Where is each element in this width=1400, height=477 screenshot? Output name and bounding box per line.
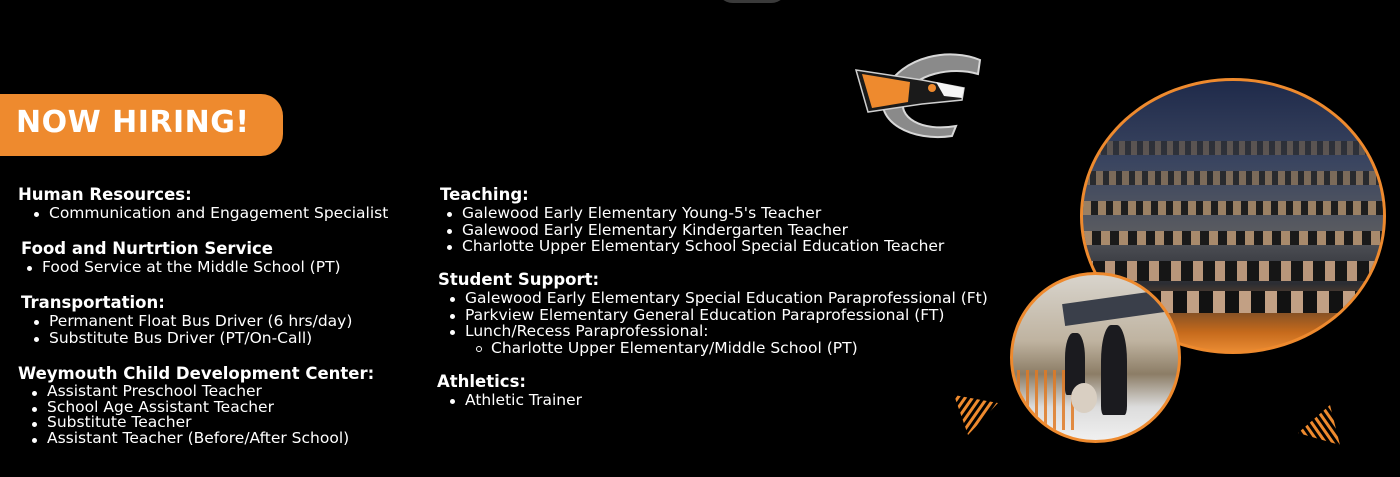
list-item: Lunch/Recess Paraprofessional: [465,323,988,340]
now-hiring-banner [0,94,283,156]
section-heading: Weymouth Child Development Center: [18,364,375,383]
list-item: Athletic Trainer [465,391,583,409]
list-item: Galewood Early Elementary Special Education Paraprofessional (Ft) [465,289,988,307]
list-item: Assistant Teacher (Before/After School) [47,431,374,447]
triangle-decoration-left [952,393,1000,437]
section-heading: Transportation: [21,293,165,312]
list-item: Food Service at the Middle School (PT) [42,258,341,276]
dog-figure [1071,383,1097,413]
list-item: Substitute Teacher [47,415,374,431]
section-weymouth [18,364,374,447]
charlotte-orioles-logo [852,52,1002,144]
section-teaching [440,185,944,255]
section-heading: Food and Nurtrtion Service [21,239,273,258]
section-heading: Teaching: [440,185,529,204]
triangle-decoration-right [1296,403,1342,447]
list-item: Galewood Early Elementary Kindergarten Teacher [462,222,944,239]
list-item: Assistant Preschool Teacher [47,384,374,400]
sub-list-item: Charlotte Upper Elementary/Middle School (PT) [491,340,988,357]
top-arc-decoration [716,0,788,3]
list-item: Charlotte Upper Elementary School Special Education Teacher [462,237,945,255]
section-heading: Athletics: [437,372,526,391]
list-item: Substitute Bus Driver (PT/On-Call) [49,330,352,347]
section-heading: Student Support: [438,270,600,289]
section-heading: Human Resources: [18,185,192,204]
building-sign [1062,286,1181,326]
list-item: Communication and Engagement Specialist [49,204,389,222]
section-human-resources [18,185,388,222]
banner-title: NOW HIRING! [16,105,250,140]
list-item: School Age Assistant Teacher [47,400,374,416]
section-student-support [438,270,988,356]
list-item: Parkview Elementary General Education Paraprofessional (FT) [465,307,988,324]
section-food-service [21,239,341,276]
administration-building-photo [1010,272,1181,443]
person-figure [1101,325,1127,415]
section-transportation [21,293,352,346]
list-item: Permanent Float Bus Driver (6 hrs/day) [49,312,353,330]
section-athletics [437,372,582,409]
list-item: Galewood Early Elementary Young-5's Teacher [462,205,944,222]
